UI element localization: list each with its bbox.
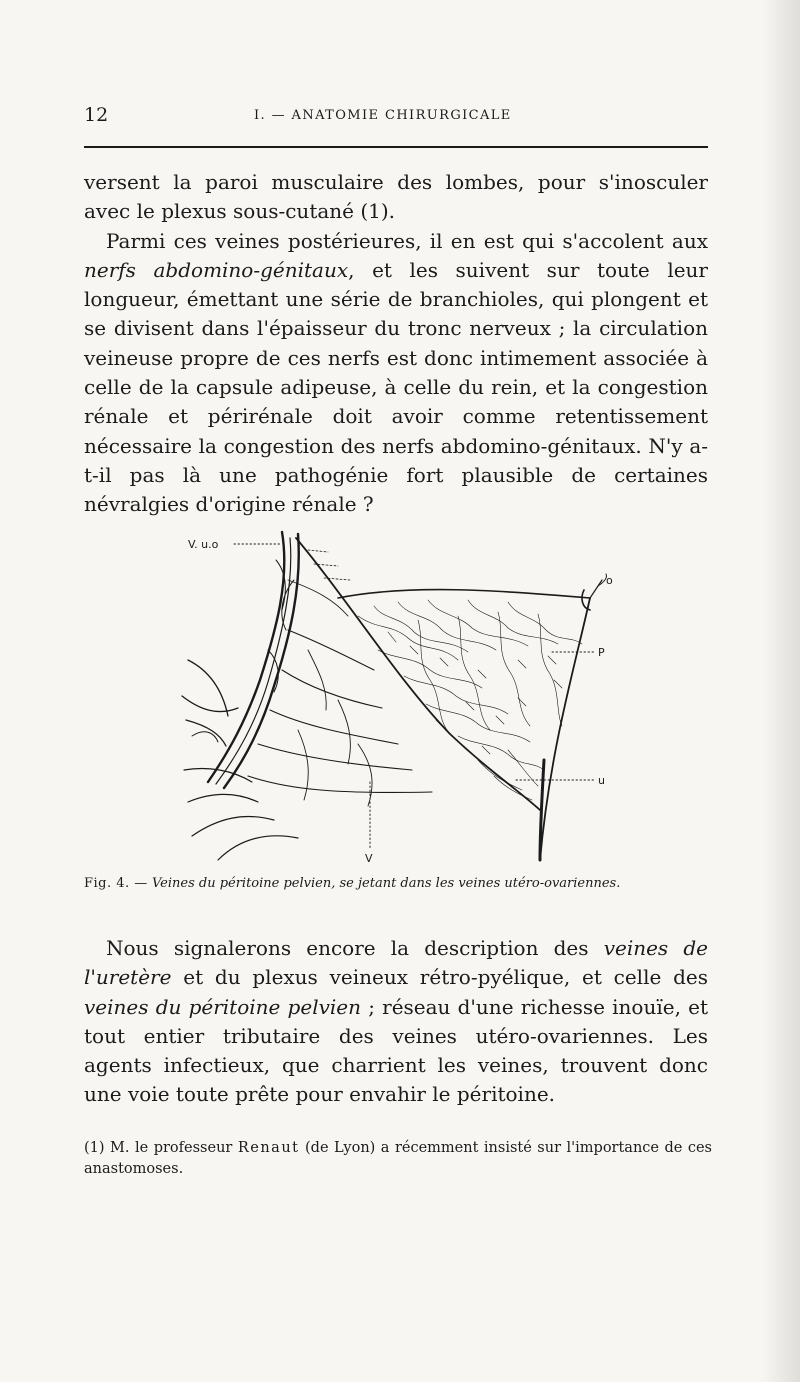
body-text-top [84,168,708,520]
paragraph-ureter [84,934,708,1110]
vein-illustration [178,520,628,875]
paragraph-continued: versent la paroi musculaire des lombes, pour s'inosculer avec le plexus sous-cutané (1). [84,170,708,224]
paragraph-ureter-part2: et du plexus veineux rétro-pyélique, et celle des [171,965,708,990]
caption-text: Veines du péritoine pelvien, se jetant dans les veines utéro-ovariennes. [151,876,621,891]
paragraph-ureter-part3: ; réseau d'une richesse inouïe, et tout entier tributaire des veines utéro-ovariennes. Les agents infectieux, que charrient les veines, trouvent donc une voie toute prête pour envahir le péritoine. [84,994,708,1107]
body-text-bottom [84,934,708,1110]
paragraph-nerfs-part2: , et les suivent sur toute leur longueur, émettant une série de branchioles, qui plongent et se divisent dans l'épaisseur du tronc nerveux ; la circulation veineuse propre de ces nerfs est donc intimement associée à celle de la capsule adipeuse, à celle du rein, et la congestion rénale et périrénale doit avoir comme retentissement nécessaire la congestion des nerfs abdomino-génitaux. N'y a-t-il pas là une pathogénie fort plausible de certaines névralgies d'origine rénale ? [84,257,708,517]
running-header [84,104,708,130]
label-v: V [365,852,373,865]
footnote-marker: (1) M. le professeur [84,1140,238,1156]
paragraph-nerfs-italic: nerfs abdomino-génitaux [84,257,349,282]
page-number: 12 [84,104,109,126]
header-rule [84,146,708,148]
paragraph-nerfs-part1: Parmi ces veines postérieures, il en est qui s'accolent aux [106,228,708,253]
running-title: I. — ANATOMIE CHIRURGICALE [254,108,512,123]
paragraph-ureter-italic2: veines du péritoine pelvien [84,994,362,1019]
footnote [84,1138,712,1180]
label-u: u [598,774,605,787]
figure-caption [84,876,724,891]
footnote-text [84,1138,712,1180]
paragraph-ureter-italic1: veines de l'uretère [84,936,708,990]
scan-edge-shadow [762,0,800,1382]
label-vuo: V. u.o [188,538,219,551]
caption-number: Fig. 4. — [84,876,148,891]
paragraph-nerfs [84,227,708,520]
footnote-body: (de Lyon) a récemment insisté sur l'importance de ces anastomoses. [84,1140,712,1177]
label-p: P [598,646,605,659]
paragraph-ureter-part1: Nous signalerons encore la description des [106,936,604,960]
label-o: o [606,574,613,587]
footnote-author: Renaut [237,1140,300,1156]
figure-4 [178,520,628,875]
